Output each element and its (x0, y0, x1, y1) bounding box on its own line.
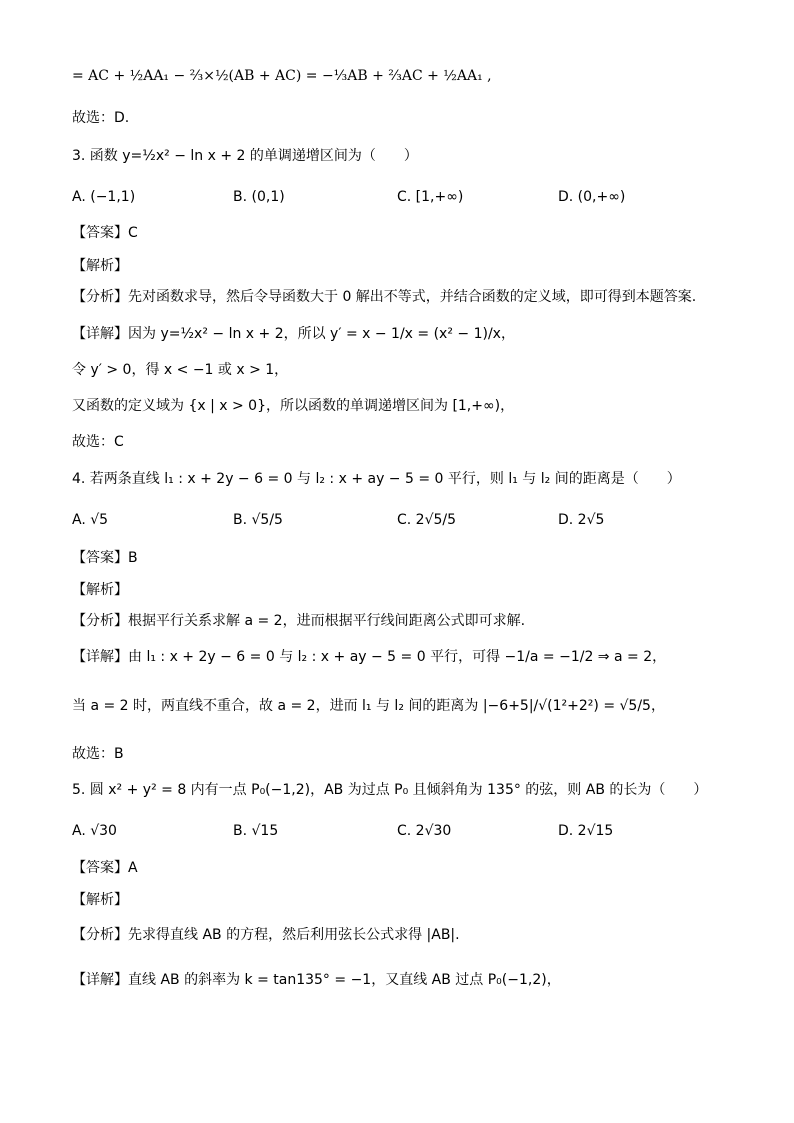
q3-detail: 【详解】因为 y=½x² − ln x + 2，所以 y′ = x − 1/x = (x² − 1)/x， (72, 326, 515, 342)
q5-detail: 【详解】直线 AB 的斜率为 k = tan135° = −1，又直线 AB 过点 P₀(−1,2)， (72, 972, 561, 988)
q3-option-b: B. (0,1) (233, 189, 285, 205)
q5-option-d: D. 2√15 (558, 823, 614, 839)
q3-analysis-heading: 【解析】 (72, 258, 128, 274)
q5-analysis-heading: 【解析】 (72, 892, 128, 908)
q4-answer: 【答案】B (72, 550, 138, 566)
q5-answer: 【答案】A (72, 860, 138, 876)
q4-option-b: B. √5/5 (233, 512, 283, 528)
q3-detail-line3: 又函数的定义域为 {x | x > 0}，所以函数的单调递增区间为 [1,+∞)， (72, 398, 515, 414)
q5-option-a: A. √30 (72, 823, 117, 839)
q3-analysis: 【分析】先对函数求导，然后令导函数大于 0 解出不等式，并结合函数的定义域，即可得到本题答案. (72, 289, 697, 305)
q5-option-c: C. 2√30 (397, 823, 452, 839)
q3-answer: 【答案】C (72, 225, 138, 241)
q3-conclusion: 故选：C (72, 434, 124, 450)
q4-detail: 【详解】由 l₁ : x + 2y − 6 = 0 与 l₂ : x + ay − 5 = 0 平行，可得 −1/a = −1/2 ⇒ a = 2， (72, 649, 667, 665)
q3-detail-line2: 令 y′ > 0，得 x < −1 或 x > 1， (72, 362, 289, 378)
question-5: 5. 圆 x² + y² = 8 内有一点 P₀(−1,2)，AB 为过点 P₀ 且倾斜角为 135° 的弦，则 AB 的长为（ ） (72, 782, 708, 798)
q3-option-a: A. (−1,1) (72, 189, 136, 205)
q2-answer-choice: 故选：D. (72, 110, 130, 126)
q4-option-c: C. 2√5/5 (397, 512, 457, 528)
q4-detail-line2: 当 a = 2 时，两直线不重合，故 a = 2，进而 l₁ 与 l₂ 间的距离为 |−6+5|/√(1²+2²) = √5/5， (72, 698, 665, 714)
q5-option-b: B. √15 (233, 823, 279, 839)
q4-analysis-heading: 【解析】 (72, 582, 128, 598)
q4-option-d: D. 2√5 (558, 512, 605, 528)
question-4: 4. 若两条直线 l₁ : x + 2y − 6 = 0 与 l₂ : x + ay − 5 = 0 平行，则 l₁ 与 l₂ 间的距离是（ ） (72, 471, 681, 487)
vector-formula-line (72, 66, 492, 86)
q4-analysis: 【分析】根据平行关系求解 a = 2，进而根据平行线间距离公式即可求解. (72, 613, 526, 629)
q5-analysis: 【分析】先求得直线 AB 的方程，然后利用弦长公式求得 |AB|. (72, 927, 460, 943)
q3-option-d: D. (0,+∞) (558, 189, 626, 205)
q4-option-a: A. √5 (72, 512, 109, 528)
question-3: 3. 函数 y=½x² − ln x + 2 的单调递增区间为（ ） (72, 148, 418, 164)
q4-conclusion: 故选：B (72, 746, 124, 762)
vector-formula: = AC + ½AA₁ − ⅔×½(AB + AC) = −⅓AB + ⅔AC + ½AA₁ , (72, 68, 492, 84)
q3-option-c: C. [1,+∞) (397, 189, 464, 205)
